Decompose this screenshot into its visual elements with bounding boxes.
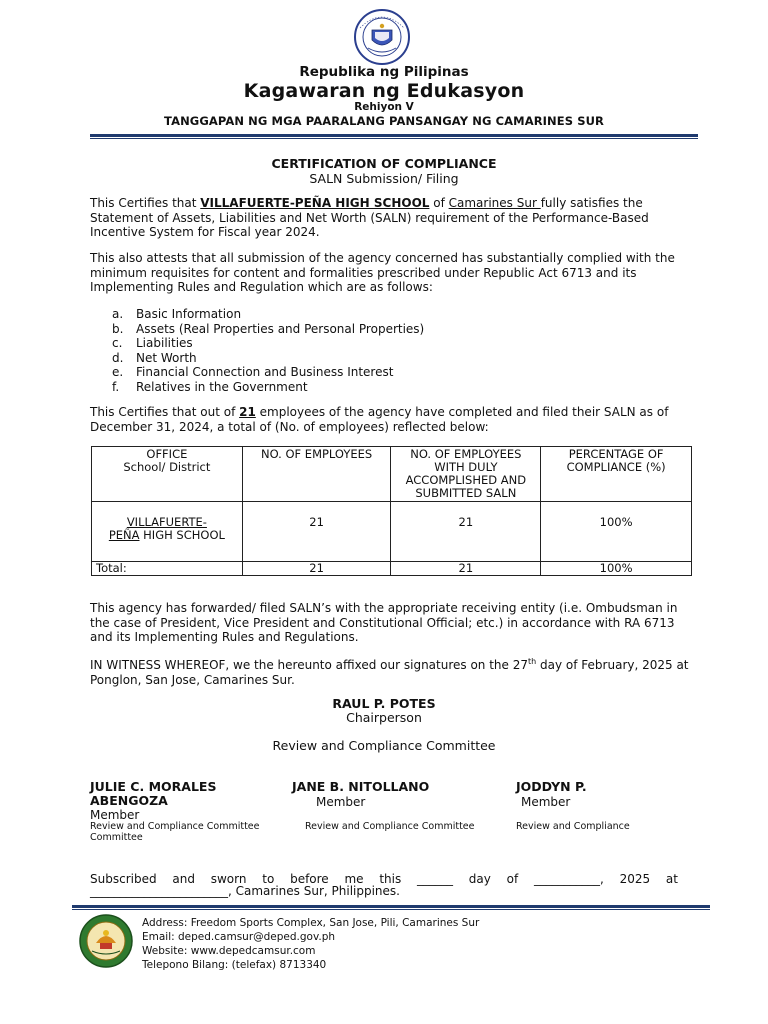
list-item: b. Assets (Real Properties and Personal Properties) bbox=[112, 321, 425, 336]
total-employees: 21 bbox=[242, 562, 391, 576]
region-label: Rehiyon V bbox=[354, 101, 414, 113]
cell-employees: 21 bbox=[242, 502, 391, 562]
employee-count: 21 bbox=[239, 405, 256, 419]
footer-address: Address: Freedom Sports Complex, San Jose, Pili, Camarines Sur bbox=[142, 917, 480, 929]
member-1-name: JULIE C. MORALES ABENGOZA bbox=[90, 779, 217, 808]
header-office: OFFICE School/ District bbox=[92, 447, 243, 502]
footer-website: Website: www.depedcamsur.com bbox=[142, 945, 316, 957]
member-3-name: JODDYN P. bbox=[516, 779, 587, 794]
total-submitted: 21 bbox=[391, 562, 541, 576]
sworn-line-2: _______________________, Camarines Sur, Philippines. bbox=[90, 884, 400, 898]
division-seal-icon bbox=[74, 913, 138, 969]
member-1-committee: Review and Compliance Committee Committee bbox=[90, 821, 260, 843]
header-divider bbox=[90, 134, 698, 137]
table-row bbox=[92, 502, 692, 562]
forwarding-paragraph: This agency has forwarded/ filed SALN’s with the appropriate receiving entity (i.e. Ombudsman in the case of President, Vice President and Constitutional Official; etc.) in accordance with RA 6713 and its Implementing Rules and Regulations. bbox=[90, 601, 678, 644]
list-item: a. Basic Information bbox=[112, 307, 242, 321]
compliance-table bbox=[91, 446, 692, 576]
member-3-role: Member bbox=[521, 795, 571, 809]
school-name: VILLAFUERTE-PEÑA HIGH SCHOOL bbox=[200, 196, 430, 210]
header-employees: NO. OF EMPLOYEES bbox=[242, 447, 391, 502]
table-total-row bbox=[92, 562, 692, 576]
member-3-committee: Review and Compliance bbox=[516, 821, 630, 832]
table-header-row bbox=[92, 447, 692, 502]
certification-paragraph: This Certifies that VILLAFUERTE-PEÑA HIGH SCHOOL of Camarines Sur fully satisfies the Statement of Assets, Liabilities and Net Worth (SALN) requirement of the Performance-Based Incentive System for Fiscal year 2024. bbox=[90, 196, 649, 239]
list-item: c. Liabilities bbox=[112, 336, 193, 350]
department-title: Kagawaran ng Edukasyon bbox=[243, 80, 525, 102]
member-2-role: Member bbox=[316, 795, 366, 809]
total-percentage: 100% bbox=[541, 562, 692, 576]
list-item: f. Relatives in the Government bbox=[112, 379, 308, 394]
attestation-paragraph: This also attests that all submission of the agency concerned has substantially complied with the minimum requisites for content and formalities prescribed under Republic Act 6713 and its Implementing Rules and Regulation which are as follows: bbox=[90, 251, 675, 294]
witness-paragraph: IN WITNESS WHEREOF, we the hereunto affixed our signatures on the 27th day of February, 2025 at Ponglon, San Jose, Camarines Sur. bbox=[90, 657, 689, 687]
deped-seal-icon bbox=[348, 8, 416, 66]
header-submitted: NO. OF EMPLOYEES WITH DULY ACCOMPLISHED AND SUBMITTED SALN bbox=[391, 447, 541, 502]
cell-submitted: 21 bbox=[391, 502, 541, 562]
committee-name: Review and Compliance Committee bbox=[272, 738, 496, 753]
footer-email: Email: deped.camsur@deped.gov.ph bbox=[142, 931, 336, 943]
list-item: d. Net Worth bbox=[112, 350, 197, 365]
footer-phone: Telepono Bilang: (telefax) 8713340 bbox=[142, 959, 327, 971]
document-title: CERTIFICATION OF COMPLIANCE bbox=[271, 156, 497, 171]
chairperson-role: Chairperson bbox=[346, 710, 422, 725]
member-2-committee: Review and Compliance Committee bbox=[305, 821, 475, 832]
requirements-list bbox=[112, 307, 424, 394]
footer-divider bbox=[72, 905, 710, 908]
member-1-role: Member bbox=[90, 808, 140, 822]
employee-count-paragraph: This Certifies that out of 21 employees of the agency have completed and filed their SALN as of December 31, 2024, a total of (No. of employees) reflected below: bbox=[90, 405, 669, 434]
cell-percentage: 100% bbox=[541, 502, 692, 562]
document-subtitle: SALN Submission/ Filing bbox=[309, 171, 459, 186]
sworn-line-1: Subscribed and sworn to before me this ______ day of ___________, 2025 at bbox=[90, 872, 678, 886]
place-name: Camarines Sur bbox=[448, 196, 541, 210]
member-2-name: JANE B. NITOLLANO bbox=[292, 779, 430, 794]
total-label: Total: bbox=[92, 562, 243, 576]
office-label: TANGGAPAN NG MGA PAARALANG PANSANGAY NG CAMARINES SUR bbox=[164, 114, 604, 128]
list-item: e. Financial Connection and Business Interest bbox=[112, 365, 394, 379]
cell-office: VILLAFUERTE- PEÑA HIGH SCHOOL bbox=[92, 502, 243, 562]
header-divider-thin bbox=[90, 138, 698, 139]
chairperson-name: RAUL P. POTES bbox=[332, 696, 436, 711]
footer-divider-thin bbox=[72, 909, 710, 910]
header-percentage: PERCENTAGE OF COMPLIANCE (%) bbox=[541, 447, 692, 502]
republic-label: Republika ng Pilipinas bbox=[299, 64, 469, 80]
